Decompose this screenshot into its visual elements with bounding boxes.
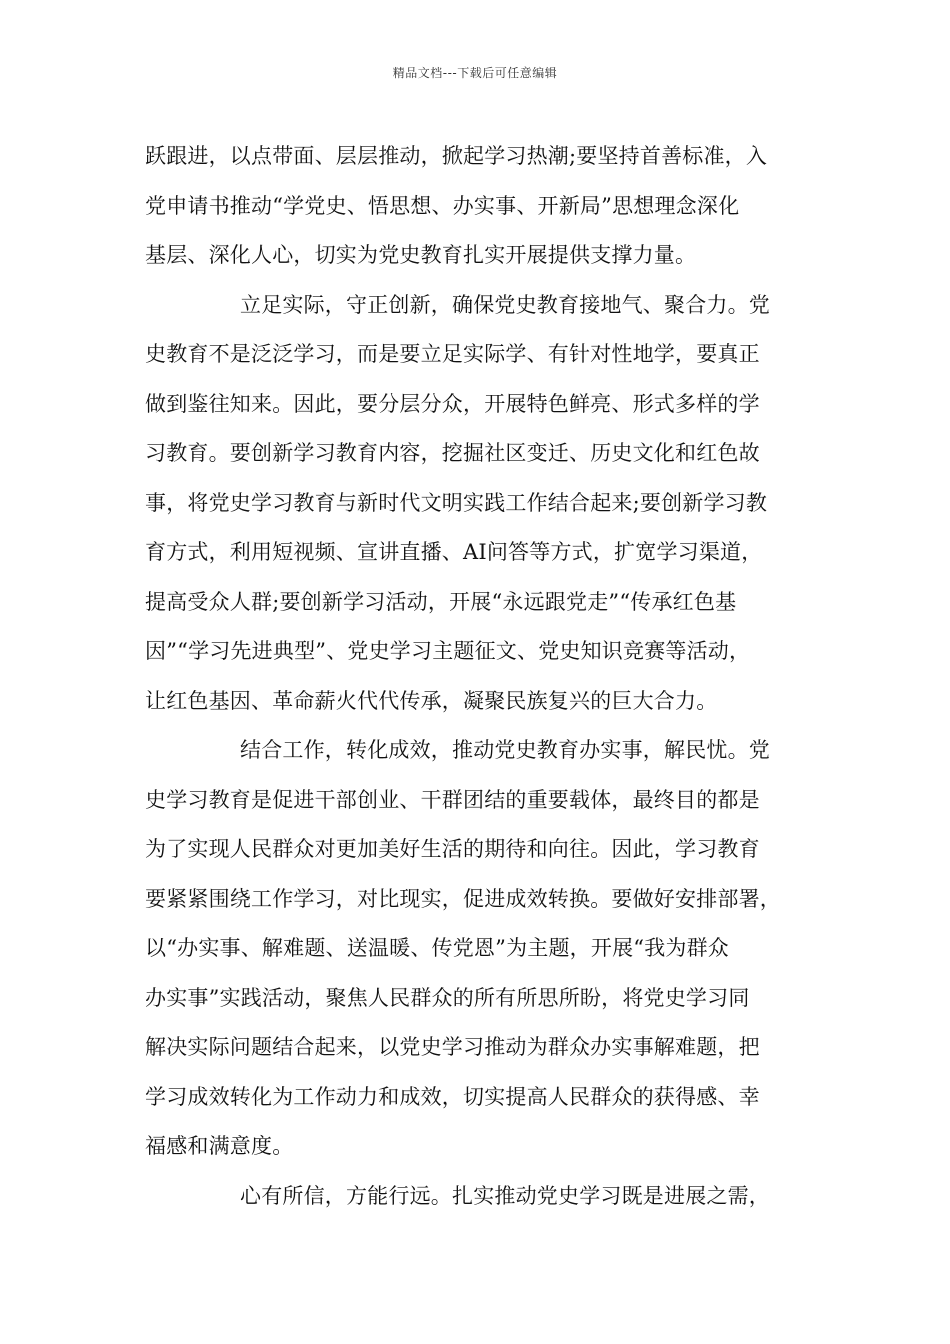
text-line: 史学习教育是促进干部创业、干群团结的重要载体，最终目的都是: [145, 787, 760, 812]
paragraph-3: [145, 726, 810, 1172]
text-line: 跃跟进，以点带面、层层推动，掀起学习热潮;要坚持首善标准，入: [145, 144, 768, 168]
text-line: 做到鉴往知来。因此，要分层分众，开展特色鲜亮、形式多样的学: [145, 391, 760, 416]
text-line: 为了实现人民群众对更加美好生活的期待和向往。因此，学习教育: [145, 837, 760, 861]
text-line: 福感和满意度。: [145, 1134, 294, 1158]
text-line: 因”“学习先进典型”、党史学习主题征文、党史知识竞赛等活动，: [145, 639, 751, 663]
text-line: 基层、深化人心，切实为党史教育扎实开展提供支撑力量。: [145, 243, 697, 267]
page-header: 精品文档---下载后可任意编辑: [392, 66, 558, 80]
text-line: 以“办实事、解难题、送温暖、传党恩”为主题，开展“我为群众: [145, 936, 730, 960]
text-line: 要紧紧围绕工作学习，对比现实，促进成效转换。要做好安排部署，: [145, 886, 781, 911]
text-line: 史教育不是泛泛学习，而是要立足实际学、有针对性地学，要真正: [145, 342, 760, 366]
text-line: 事，将党史学习教育与新时代文明实践工作结合起来;要创新学习教: [145, 490, 768, 515]
text-line: 立足实际，守正创新，确保党史教育接地气、聚合力。党: [240, 292, 770, 317]
text-line: 习教育。要创新学习教育内容，挖掘社区变迁、历史文化和红色故: [145, 441, 760, 465]
document-body: [145, 132, 810, 1221]
text-line: 提高受众人群;要创新学习活动，开展“永远跟党走”“传承红色基: [145, 589, 737, 614]
text-line: 学习成效转化为工作动力和成效，切实提高人民群众的获得感、幸: [145, 1084, 760, 1109]
paragraph-2: [145, 281, 810, 727]
paragraph-1: [145, 132, 810, 281]
text-line: 办实事”实践活动，聚焦人民群众的所有所思所盼，将党史学习同: [145, 985, 750, 1010]
text-line: 党申请书推动“学党史、悟思想、办实事、开新局”思想理念深化: [145, 193, 740, 218]
text-line: 让红色基因、革命薪火代代传承，凝聚民族复兴的巨大合力。: [145, 688, 718, 713]
text-line: 心有所信，方能行远。扎实推动党史学习既是进展之需，: [240, 1183, 770, 1208]
text-line: 解决实际问题结合起来，以党史学习推动为群众办实事解难题，把: [145, 1035, 760, 1059]
text-line: 育方式，利用短视频、宣讲直播、AI问答等方式，扩宽学习渠道，: [145, 540, 763, 564]
text-line: 结合工作，转化成效，推动党史教育办实事，解民忧。党: [240, 738, 770, 762]
paragraph-4: [145, 1172, 810, 1222]
